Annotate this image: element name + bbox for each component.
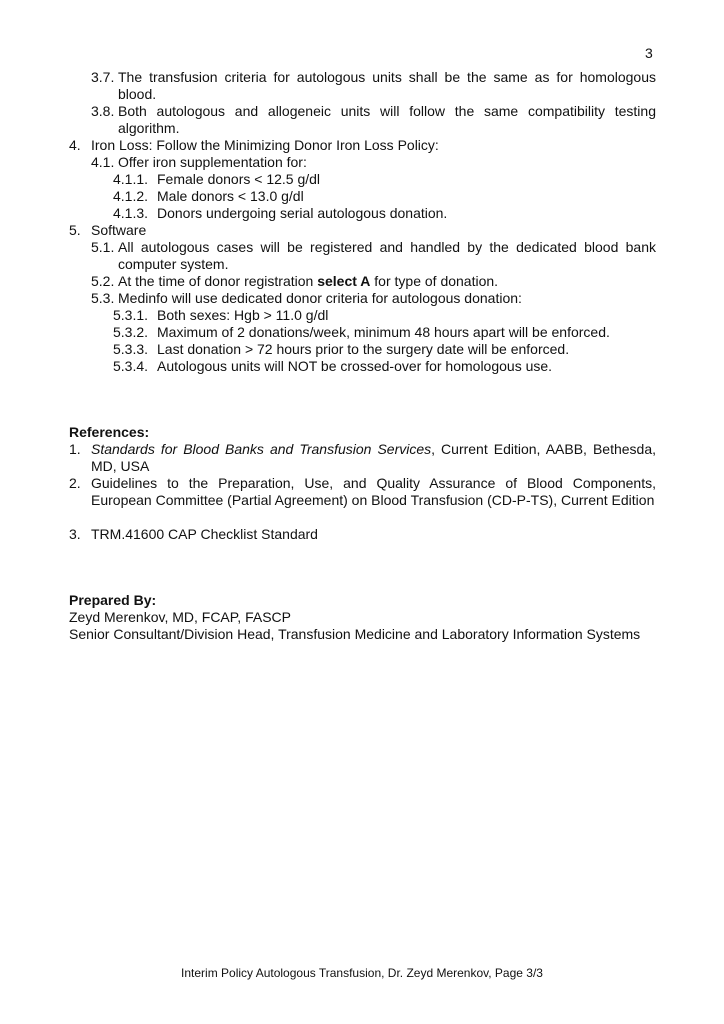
item-number: 5.2. (91, 273, 115, 289)
reference-number: 2. (69, 475, 81, 491)
reference-number: 3. (69, 526, 81, 542)
item-text (118, 273, 498, 290)
page-number: 3 (645, 45, 653, 61)
item-number: 5.3.4. (113, 358, 149, 374)
item-number: 5.3.3. (113, 341, 149, 357)
item-number: 3.8. (91, 103, 115, 119)
item-text: Both sexes: Hgb > 11.0 g/dl (157, 307, 329, 323)
reference-text (91, 441, 656, 475)
item-text: Software (91, 222, 147, 238)
page-footer: Interim Policy Autologous Transfusion, Dr. Zeyd Merenkov, Page 3/3 (181, 966, 543, 980)
item-text: The transfusion criteria for autologous units shall be the same as for homologous blood. (118, 69, 656, 102)
reference-text: TRM.41600 CAP Checklist Standard (91, 526, 318, 542)
item-number: 4.1.2. (113, 188, 149, 204)
item-text-bold: select A (317, 273, 371, 289)
reference-rest: , Current Edition, AABB, Bethesda, MD, USA (91, 441, 657, 474)
item-text: Donors undergoing serial autologous donation. (157, 205, 448, 221)
item-text: Both autologous and allogeneic units will follow the same compatibility testing algorithm. (118, 103, 656, 136)
item-number: 4.1.3. (113, 205, 149, 221)
item-number: 4.1.1. (113, 171, 149, 187)
item-text: Male donors < 13.0 g/dl (157, 188, 304, 204)
item-number: 4. (69, 137, 81, 153)
references-heading: References: (69, 424, 150, 440)
item-number: 5.3.2. (113, 324, 149, 340)
item-text: All autologous cases will be registered and handled by the dedicated blood bank computer system. (118, 239, 656, 272)
reference-number: 1. (69, 441, 81, 457)
item-text: Maximum of 2 donations/week, minimum 48 hours apart will be enforced. (157, 324, 610, 340)
reference-text: Guidelines to the Preparation, Use, and Quality Assurance of Blood Components, European Committee (Partial Agreement) on Blood Transfusion (CD-P-TS), Current Edition (91, 475, 656, 508)
item-number: 5.3. (91, 290, 115, 306)
item-text: Iron Loss: Follow the Minimizing Donor Iron Loss Policy: (91, 137, 439, 153)
item-number: 5.1. (91, 239, 115, 255)
item-number: 4.1. (91, 154, 115, 170)
item-text: Offer iron supplementation for: (118, 154, 307, 170)
item-text: Female donors < 12.5 g/dl (157, 171, 321, 187)
preparer-name: Zeyd Merenkov, MD, FCAP, FASCP (69, 609, 291, 625)
preparer-title: Senior Consultant/Division Head, Transfusion Medicine and Laboratory Information Systems (69, 626, 641, 642)
item-text: Last donation > 72 hours prior to the surgery date will be enforced. (157, 341, 570, 357)
item-text-part: for type of donation. (370, 273, 499, 289)
item-number: 3.7. (91, 69, 115, 85)
item-text: Medinfo will use dedicated donor criteria for autologous donation: (118, 290, 522, 306)
item-text: Autologous units will NOT be crossed-over for homologous use. (157, 358, 553, 374)
prepared-by-heading: Prepared By: (69, 592, 157, 608)
item-number: 5. (69, 222, 81, 238)
item-number: 5.3.1. (113, 307, 149, 323)
item-text-part: At the time of donor registration (118, 273, 318, 289)
reference-title: Standards for Blood Banks and Transfusion Services (91, 441, 432, 457)
